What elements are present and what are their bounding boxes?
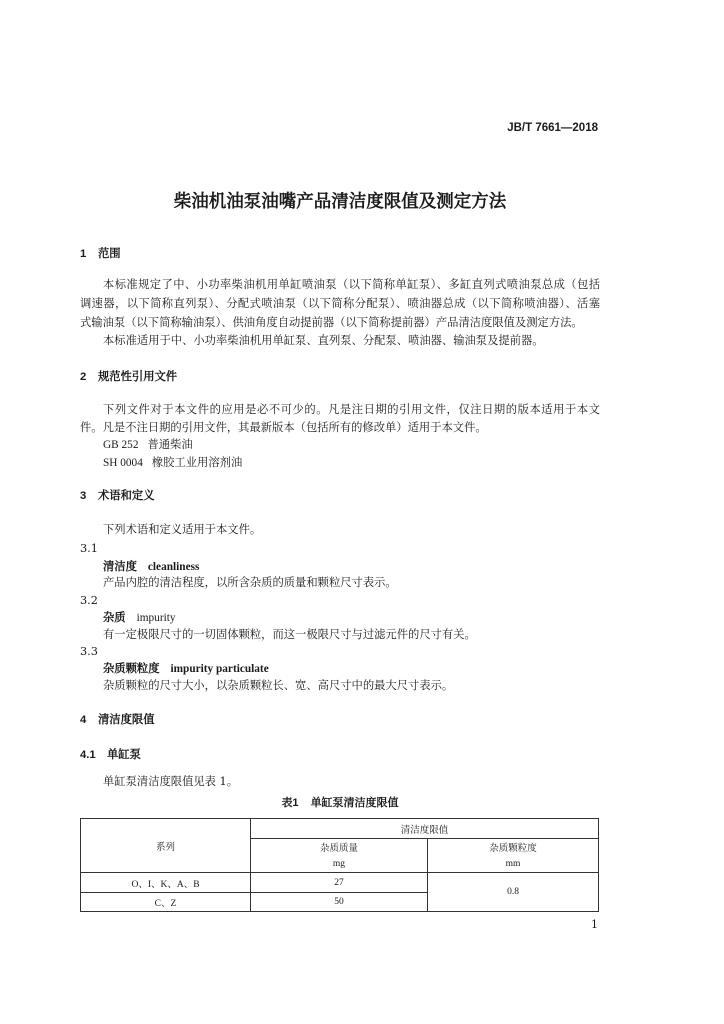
table-caption-number: 表1 [281, 797, 299, 809]
table-caption-title: 单缸泵清洁度限值 [310, 797, 399, 809]
section-4-number: 4 [80, 714, 87, 726]
term-number: 3.2 [80, 594, 98, 607]
subsection-4-1-number: 4.1 [80, 749, 96, 761]
table-caption [80, 795, 600, 811]
section-4-heading: 清洁度限值 [98, 714, 155, 726]
term-english: impurity [136, 612, 176, 624]
header-series: 系列 [81, 819, 251, 873]
term-definition: 有一定极限尺寸的一切固体颗粒，而这一极限尺寸与过滤元件的尺寸有关。 [103, 628, 476, 641]
term-chinese: 杂质颗粒度 [103, 663, 160, 675]
term-number: 3.3 [80, 645, 98, 658]
cell-series: O、I、K、A、B [81, 873, 251, 893]
header-size-unit: mm [428, 855, 599, 873]
term-english: impurity particulate [170, 663, 269, 675]
section-2-number: 2 [80, 371, 87, 383]
section-2-heading: 规范性引用文件 [98, 371, 178, 383]
scope-paragraph-line: 调速器，以下简称直列泵）、分配式喷油泵（以下简称分配泵）、喷油器总成（以下简称喷油器）、活塞 [80, 297, 600, 310]
table-header-row [81, 819, 599, 839]
section-1-heading: 范围 [98, 248, 121, 260]
term-chinese: 清洁度 [103, 561, 137, 573]
references-paragraph-line: 件。凡是不注日期的引用文件，其最新版本（包括所有的修改单）适用于本文件。 [80, 421, 487, 434]
term-number: 3.1 [80, 542, 98, 555]
header-cleanliness-limit: 清洁度限值 [251, 819, 599, 839]
table-reference-text: 单缸泵清洁度限值见表 1。 [103, 775, 239, 788]
header-impurity-mass: 杂质质量 [251, 839, 428, 856]
scope-paragraph-line: 式输油泵（以下简称输油泵）、供油角度自动提前器（以下简称提前器）产品清洁度限值及测定方法。 [80, 316, 583, 329]
terms-intro: 下列术语和定义适用于本文件。 [103, 523, 262, 536]
cell-series: C、Z [81, 893, 251, 912]
section-3-number: 3 [80, 490, 87, 502]
reference-title: 普通柴油 [147, 438, 193, 451]
subsection-4-1-heading: 单缸泵 [107, 749, 141, 761]
page-number: 1 [591, 918, 598, 931]
reference-code: GB 252 [103, 439, 139, 451]
scope-applicability-line: 本标准适用于中、小功率柴油机用单缸泵、直列泵、分配泵、喷油器、输油泵及提前器。 [103, 334, 544, 347]
header-particle-size: 杂质颗粒度 [428, 839, 599, 856]
term-entry [103, 610, 176, 626]
reference-title: 橡胶工业用溶剂油 [151, 456, 243, 469]
cell-mass: 27 [251, 873, 428, 893]
term-definition: 杂质颗粒的尺寸大小，以杂质颗粒长、宽、高尺寸中的最大尺寸表示。 [103, 679, 454, 692]
term-definition: 产品内腔的清洁程度，以所含杂质的质量和颗粒尺寸表示。 [103, 576, 397, 589]
reference-code: SH 0004 [103, 457, 143, 469]
term-entry [103, 559, 199, 575]
document-title: 柴油机油泵油嘴产品清洁度限值及测定方法 [173, 191, 507, 211]
term-english: cleanliness [147, 561, 200, 573]
cell-mass: 50 [251, 893, 428, 912]
reference-item [103, 437, 193, 453]
header-mass-unit: mg [251, 855, 428, 873]
scope-paragraph-line: 本标准规定了中、小功率柴油机用单缸喷油泵（以下简称单缸泵）、多缸直列式喷油泵总成（包括 [103, 278, 600, 291]
term-entry [103, 661, 269, 677]
term-chinese: 杂质 [103, 612, 126, 624]
cleanliness-limit-table [80, 818, 599, 912]
section-1-number: 1 [80, 248, 87, 260]
table-row [81, 873, 599, 893]
cell-particle-size: 0.8 [428, 873, 599, 912]
references-paragraph-line: 下列文件对于本文件的应用是必不可少的。凡是注日期的引用文件，仅注日期的版本适用于本文 [103, 403, 600, 416]
reference-item [103, 455, 242, 471]
standard-code: JB/T 7661—2018 [507, 122, 598, 134]
section-3-heading: 术语和定义 [98, 490, 155, 502]
